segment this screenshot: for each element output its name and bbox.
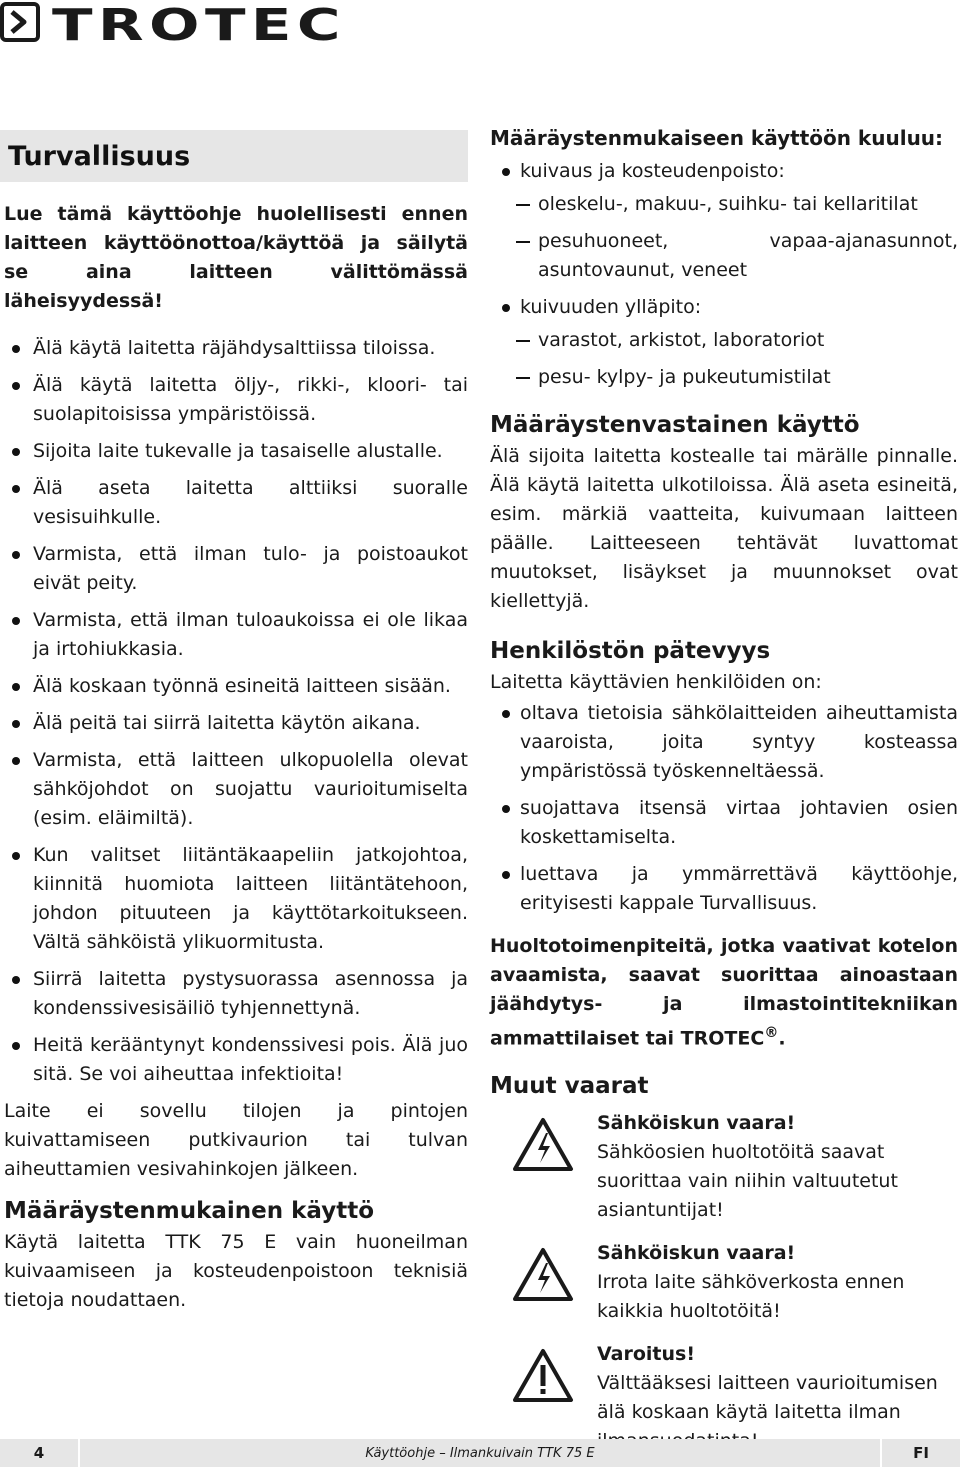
list-item: Älä peitä tai siirrä laitetta käytön aikana. — [0, 709, 468, 738]
misuse-text: Älä sijoita laitetta kostealle tai märälle pinnalle. Älä käytä laitetta ulkotiloissa. Älä aseta esineitä, esim. märkiä vaatteita, kuivumaan laitteen päälle. Laitteeseen tehtävät luvattomat muutokset, lisäykset ja muunnokset ovat kiellettyjä. — [490, 445, 958, 612]
list-item: luettava ja ymmärrettävä käyttöohje, erityisesti kappale Turvallisuus. — [490, 860, 958, 918]
list-item: suojattava itsensä virtaa johtavien osien koskettamiselta. — [490, 794, 958, 852]
personnel-list — [490, 699, 958, 918]
dash-list — [490, 190, 958, 285]
group-label: kuivuuden ylläpito: — [520, 296, 702, 318]
intended-use-heading: Määräystenmukainen käyttö — [4, 1198, 375, 1224]
registered-mark: ® — [764, 1025, 779, 1041]
left-column — [0, 130, 468, 1315]
misuse-heading: Määräystenvastainen käyttö — [490, 412, 860, 438]
electric-warning-icon — [512, 1117, 574, 1173]
dash-item: pesuhuoneet, vapaa-ajanasunnot, asuntovaunut, veneet — [490, 227, 958, 285]
includes-heading: Määräystenmukaiseen käyttöön kuuluu: — [490, 126, 944, 150]
warning-block — [490, 1239, 958, 1326]
includes-list — [490, 157, 958, 186]
language-code: FI — [882, 1439, 960, 1467]
page-footer — [0, 1439, 960, 1467]
list-item: Älä käytä laitetta öljy-, rikki-, kloori- tai suolapitoisissa ympäristöissä. — [0, 371, 468, 429]
service-notice — [490, 932, 958, 1053]
list-item — [490, 293, 958, 322]
list-item: Varmista, että laitteen ulkopuolella olevat sähköjohdot on suojattu vaurioitumiselta (esim. eläimiltä). — [0, 746, 468, 833]
general-warning-icon — [512, 1348, 574, 1404]
personnel-intro: Laitetta käyttävien henkilöiden on: — [490, 671, 822, 693]
water-damage-note: Laite ei sovellu tilojen ja pintojen kuivattamiseen putkivaurion tai tulvan aiheuttamien vesivahinkojen jälkeen. — [4, 1100, 468, 1180]
personnel-heading: Henkilöstön pätevyys — [490, 638, 771, 664]
document-title: Käyttöohje – Ilmankuivain TTK 75 E — [80, 1439, 880, 1467]
right-column — [490, 124, 958, 1470]
warning-text: Välttääksesi laitteen vaurioitumisen älä koskaan käytä laitetta ilman — [597, 1372, 938, 1424]
list-item: Älä koskaan työnnä esineitä laitteen sisään. — [0, 672, 468, 701]
service-text: Huoltotoimenpiteitä, jotka vaativat kotelon avaamista, saavat suorittaa ainoastaan jäähdytys- ja ilmastointitekniikan ammattilaiset tai TROTEC — [490, 935, 958, 1050]
list-item: oltava tietoisia sähkölaitteiden aiheuttamista vaaroista, joita syntyy kosteassa ympäristössä työskenneltäessä. — [490, 699, 958, 786]
warning-block — [490, 1109, 958, 1225]
list-item: Siirrä laitetta pystysuorassa asennossa ja kondenssivesisäiliö tyhjennettynä. — [0, 965, 468, 1023]
other-hazards-heading: Muut vaarat — [490, 1073, 649, 1100]
warning-title: Varoitus! — [597, 1343, 696, 1366]
dash-list — [490, 326, 958, 392]
warning-text: Irrota laite sähköverkosta ennen kaikkia huoltotöitä! — [597, 1271, 905, 1323]
electric-warning-icon — [512, 1247, 574, 1303]
list-item: Sijoita laite tukevalle ja tasaiselle alustalle. — [0, 437, 468, 466]
list-item: Varmista, että ilman tuloaukoissa ei ole likaa ja irtohiukkasia. — [0, 606, 468, 664]
dash-item: varastot, arkistot, laboratoriot — [490, 326, 958, 355]
group-label: kuivaus ja kosteudenpoisto: — [520, 160, 785, 182]
trotec-logo-icon — [0, 2, 40, 42]
service-end: . — [778, 1027, 786, 1050]
warning-title: Sähköiskun vaara! — [597, 1112, 796, 1135]
dash-item: pesu- kylpy- ja pukeutumistilat — [490, 363, 958, 392]
section-title: Turvallisuus — [0, 130, 468, 182]
intro-text: Lue tämä käyttöohje huolellisesti ennen laitteen käyttöönottoa/käyttöä ja säilytä se aina laitteen välittömässä läheisyydessä! — [4, 203, 468, 312]
dash-item: oleskelu-, makuu-, suihku- tai kellaritilat — [490, 190, 958, 219]
list-item: Varmista, että ilman tulo- ja poistoaukot eivät peity. — [0, 540, 468, 598]
list-item: Älä aseta laitetta alttiiksi suoralle vesisuihkulle. — [0, 474, 468, 532]
intended-use-text: Käytä laitetta TTK 75 E vain huoneilman kuivaamiseen ja kosteudenpoistoon teknisiä tietoja noudattaen. — [4, 1231, 468, 1311]
list-item: Kun valitset liitäntäkaapeliin jatkojohtoa, kiinnitä huomiota laitteen liitäntätehoon, johdon pituuteen ja käyttötarkoitukseen. Vältä sähköistä ylikuormitusta. — [0, 841, 468, 957]
warning-text: Sähköosien huoltotöitä saavat suorittaa vain niihin valtuutetut asiantuntijat! — [597, 1141, 898, 1222]
brand-name: TROTEC — [52, 0, 346, 51]
list-item — [490, 157, 958, 186]
warning-title: Sähköiskun vaara! — [597, 1242, 796, 1265]
includes-list — [490, 293, 958, 322]
page-number: 4 — [0, 1439, 78, 1467]
list-item: Älä käytä laitetta räjähdysalttiissa tiloissa. — [0, 334, 468, 363]
list-item: Heitä kerääntynyt kondenssivesi pois. Älä juo sitä. Se voi aiheuttaa infektioita! — [0, 1031, 468, 1089]
safety-list — [0, 334, 468, 1089]
